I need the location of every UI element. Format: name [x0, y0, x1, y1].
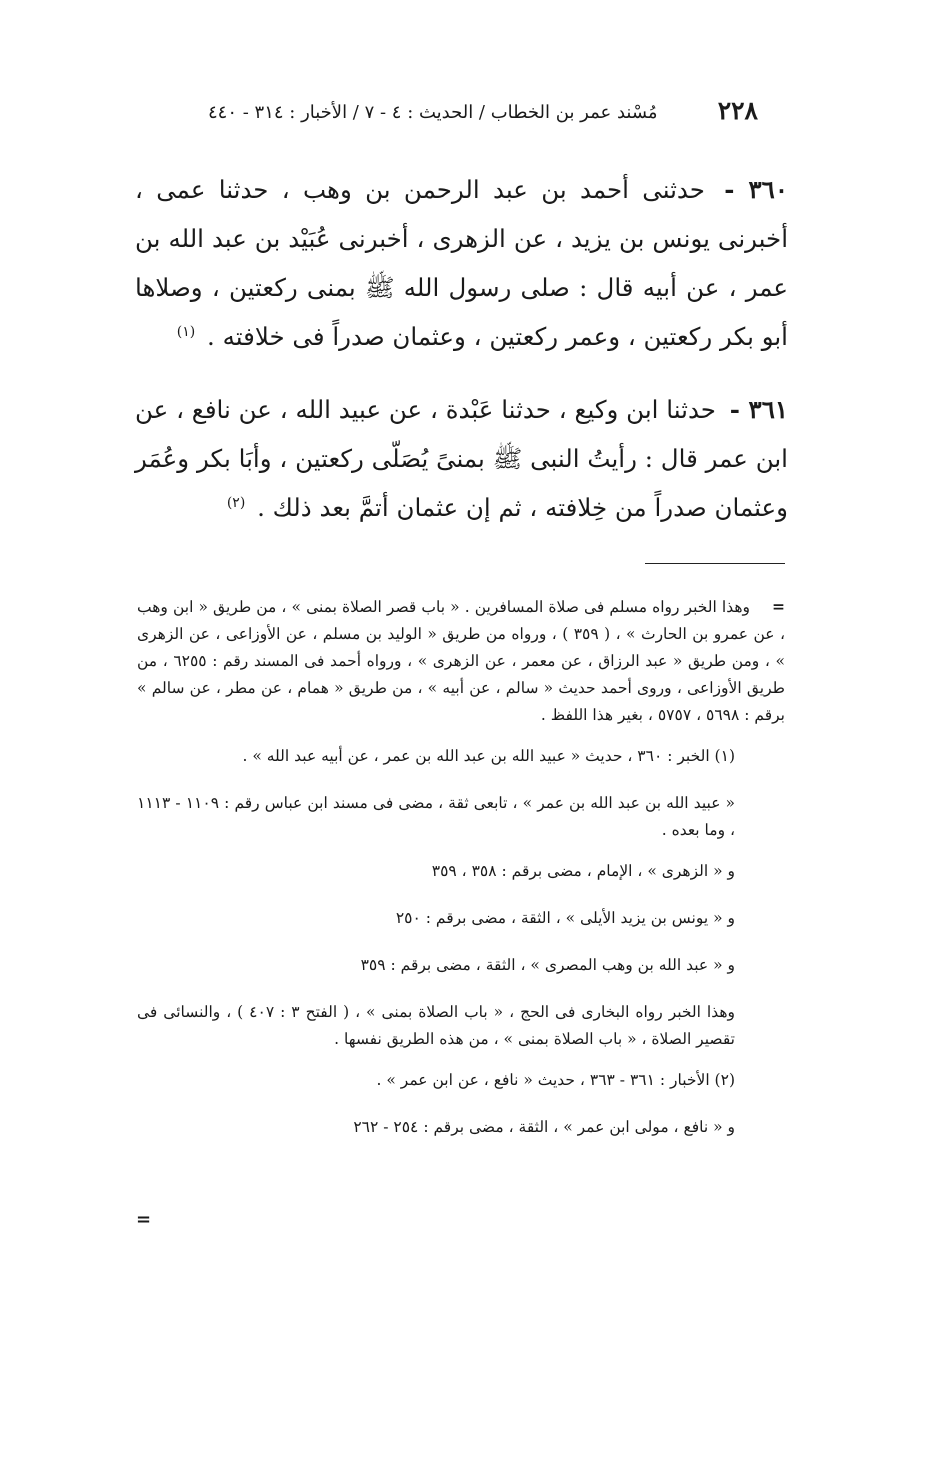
footnote-1-e: وهذا الخبر رواه البخارى فى الحج ، « باب الصلاة بمنى » ، ( الفتح ٣ : ٤٠٧ ) ، والنسائى فى تقصير الصلاة ، « باب الصلاة بمنى » ، من هذه الطريق نفسها .	[137, 1003, 736, 1048]
hadith-361	[135, 385, 788, 532]
footnote-1-d: و « عبد الله بن وهب المصرى » ، الثقة ، مضى برقم : ٣٥٩	[360, 956, 735, 974]
main-text	[135, 165, 788, 556]
footnote-2-a: و « نافع ، مولى ابن عمر » ، الثقة ، مضى برقم : ٢٥٤ - ٢٦٢	[353, 1118, 735, 1136]
footnote-1-b: و « الزهرى » ، الإمام ، مضى برقم : ٣٥٨ ، ٣٥٩	[431, 862, 735, 880]
hadith-text: حدثنا ابن وكيع ، حدثنا عَبْدة ، عن عبيد الله ، عن نافع ، عن ابن عمر قال : رأيتُ النبى ﷺ بمنىً يُصَلّى ركعتين ، وأبَا بكر وعُمَر وعثمان صدراً من خِلافته ، ثم إن عثمان أتمَّ بعد ذلك .	[135, 395, 788, 522]
footnote-separator	[645, 563, 785, 564]
footnote-ref[interactable]: (١)	[176, 323, 196, 340]
hadith-number: ٣٦٠ -	[724, 175, 788, 204]
footnote-2-title: (٢) الأخبار : ٣٦١ - ٣٦٣ ، حديث « نافع ، عن ابن عمر » .	[376, 1071, 735, 1089]
continuation-mark: =	[772, 597, 785, 616]
continuation-end-mark: =	[136, 1209, 152, 1230]
running-head: مُسْند عمر بن الخطاب / الحديث : ٤ - ٧ / الأخبار : ٣١٤ - ٤٤٠	[208, 102, 658, 123]
footnotes	[137, 593, 785, 1161]
hadith-number: ٣٦١ -	[729, 395, 789, 424]
hadith-text: حدثنى أحمد بن عبد الرحمن بن وهب ، حدثنا عمى ، أخبرنى يونس بن يزيد ، عن الزهرى ، أخبرنى عُبَيْد بن عبد الله بن عمر ، عن أبيه قال : صلى رسول الله ﷺ بمنى ركعتين ، وصلاها أبو بكر ركعتين ، وعمر ركعتين ، وعثمان صدراً فى خلافته .	[135, 175, 788, 351]
footnote-text: وهذا الخبر رواه مسلم فى صلاة المسافرين . « باب قصر الصلاة بمنى » ، من طريق « ابن وهب ، عن عمرو بن الحارث » ، ( ٣٥٩ ) ، ورواه من طريق « الوليد بن مسلم ، عن الأوزاعى ، عن الزهرى » ، ومن طريق « عبد الرزاق ، عن معمر ، عن الزهرى » ، ورواه أحمد فى المسند رقم : ٦٢٥٥ ، من طريق الأوزاعى ، وروى أحمد حديث « سالم ، عن أبيه » ، من طريق « همام ، عن مطر ، عن سالم » برقم : ٥٦٩٨ ، ٥٧٥٧ ، بغير هذا اللفظ .	[137, 598, 785, 724]
footnote-ref[interactable]: (٢)	[226, 494, 246, 511]
footnote-1-c: و « يونس بن يزيد الأيلى » ، الثقة ، مضى برقم : ٢٥٠	[395, 909, 735, 927]
hadith-360	[135, 165, 788, 361]
footnote-1-a: « عبيد الله بن عبد الله بن عمر » ، تابعى ثقة ، مضى فى مسند ابن عباس رقم : ١١٠٩ - ١١١٣ ، وما بعده .	[137, 794, 736, 839]
page-number: ٢٢٨	[717, 96, 758, 125]
footnote-1-title: (١) الخبر : ٣٦٠ ، حديث « عبيد الله بن عبد الله بن عمر ، عن أبيه عبد الله » .	[242, 747, 735, 765]
footnote-continuation	[137, 593, 785, 729]
page-header	[140, 96, 758, 136]
